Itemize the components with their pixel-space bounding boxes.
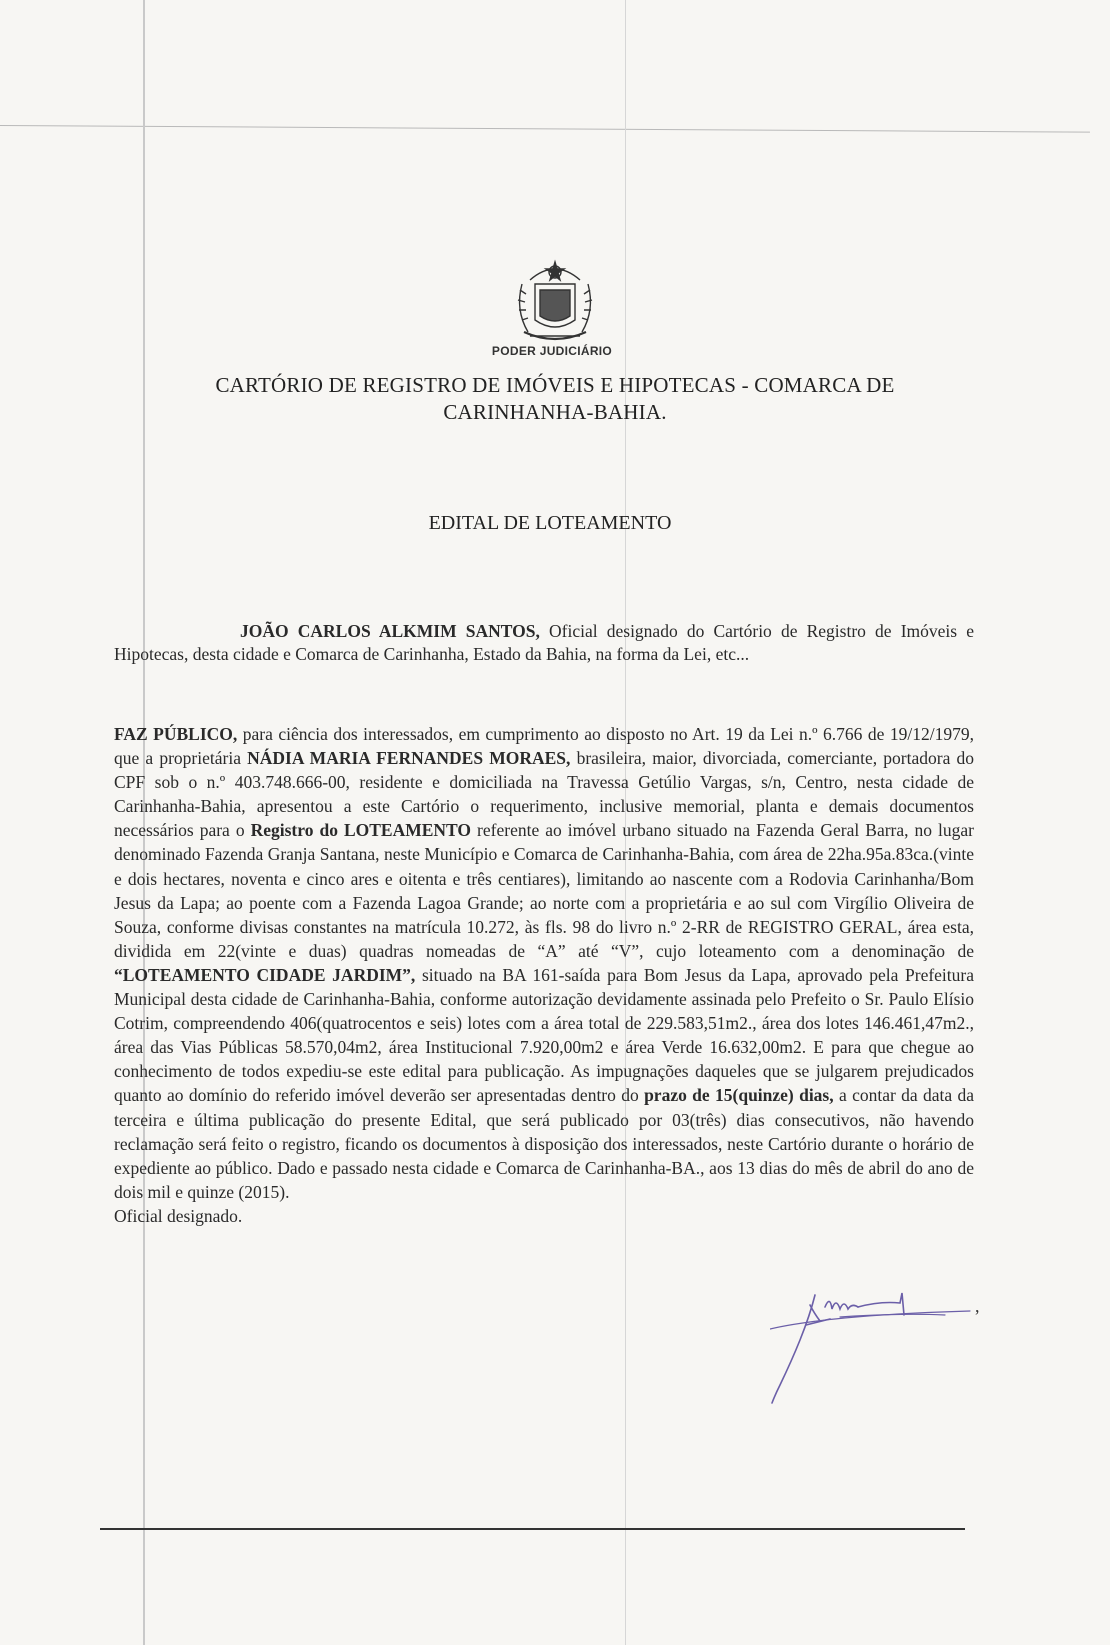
owner-name: NÁDIA MARIA FERNANDES MORAES, (247, 748, 571, 769)
deadline-phrase: prazo de 15(quinze) dias, (644, 1085, 834, 1106)
body-text: situado na BA 161-saída para Bom Jesus da Lapa, aprovado pela Prefeitura Municipal desta cidade de Carinhanha-Bahia, conforme autorização devidamente assinada pelo Prefeito o Sr. Paulo Elísio Cotrim, compreendendo 406(quatrocentos e seis) lotes com a área total de 229.583,51m2., área dos lotes 146.461,47m2., área das Vias Públicas 58.570,04m2, área Institucional 7.920,00m2 e área Verde 16.632,00m2. E para que chegue ao conhecimento de todos expediu-se este edital para publicação. As impugnações daqueles que se julgarem prejudicados quanto ao domínio do referido imóvel deverão ser apresentadas dentro do (114, 964, 974, 1106)
edital-title: EDITAL DE LOTEAMENTO (428, 512, 672, 534)
body-text: a contar da data da terceira e última publicação do presente Edital, que será publicado por 03(três) dias consecutivos, não havendo reclamação será feito o registro, ficando os documentos à disposição dos interessados, neste Cartório durante o horário de expediente ao público. Dado e passado nesta cidade e Comarca de Carinhanha-BA., aos 13 dias do mês de abril do ano de dois mil e quinze (2015). (114, 1085, 974, 1202)
handwritten-signature (770, 1285, 980, 1405)
seal-caption: PODER JUDICIÁRIO (491, 344, 613, 358)
signature-comma: , (975, 1296, 980, 1316)
page-title: CARTÓRIO DE REGISTRO DE IMÓVEIS E HIPOTECAS - COMARCA DE CARINHANHA-BAHIA. (215, 373, 895, 424)
development-name: “LOTEAMENTO CIDADE JARDIM”, (114, 964, 416, 985)
body-text: brasileira, maior, divorciada, comerciante, portadora do CPF sob o n.º 403.748.666-00, residente e domiciliada na Travessa Getúlio Vargas, s/n, Centro, nesta cidade de Carinhanha-Bahia, apresentou a este Cartório o requerimento, inclusive memorial, planta e demais documentos necessários para o (114, 748, 974, 841)
bahia-coat-of-arms-icon (500, 250, 610, 348)
bottom-divider (100, 1528, 965, 1530)
body-text: referente ao imóvel urbano situado na Fazenda Geral Barra, no lugar denominado Fazenda Granja Santana, neste Município e Comarca de Carinhanha-Bahia, com área de 22ha.95a.83ca.(vinte e dois hectares, noventa e cinco ares e oitenta e três centiares), limitando ao nascente com a Rodovia Carinhanha/Bom Jesus da Lapa; ao poente com a Fazenda Lagoa Grande; ao norte com a proprietária e ao sul com Virgílio Oliveira de Souza, conforme divisas constantes na matrícula 10.272, às fls. 98 do livro n.º 2-RR de REGISTRO GERAL, área esta, dividida em 22(vinte e duas) quadras nomeadas de “A” até “V”, cujo loteamento com a denominação de (114, 820, 974, 961)
intro-paragraph (114, 620, 974, 666)
registry-phrase: Registro do LOTEAMENTO (250, 820, 472, 841)
officer-name: JOÃO CARLOS ALKMIM SANTOS, (240, 621, 540, 641)
body-text: para ciência dos interessados, em cumprimento ao disposto no Art. 19 da Lei n.º 6.766 de 19/12/1979, que a proprietária (114, 724, 975, 769)
signatory-title: Oficial designado. (114, 1205, 243, 1226)
intro-text: Oficial designado do Cartório de Registro de Imóveis e Hipotecas, desta cidade e Comarca de Carinhanha, Estado da Bahia, na forma da Lei, etc... (114, 621, 974, 664)
body-lead: FAZ PÚBLICO, (114, 724, 238, 744)
body-paragraph (114, 722, 974, 1228)
scan-artifact-line (0, 125, 1090, 133)
